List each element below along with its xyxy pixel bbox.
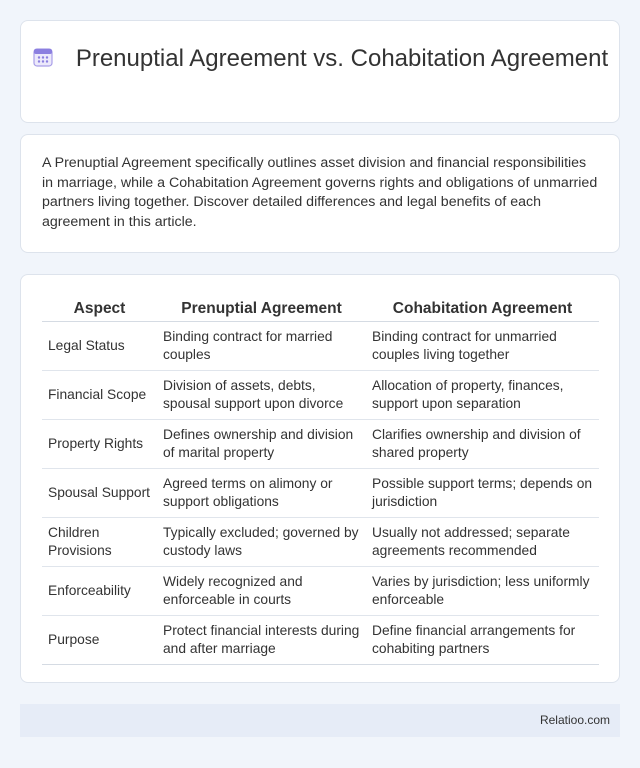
cohabitation-cell: Allocation of property, finances, support upon separation [366, 370, 599, 419]
table-row [42, 321, 599, 370]
table-row [42, 419, 599, 468]
footer-bar [20, 704, 620, 737]
intro-paragraph: A Prenuptial Agreement specifically outlines asset division and financial responsibilities in marriage, while a Cohabitation Agreement governs rights and obligations of unmarried partners living together. Discover detailed differences and legal benefits of each agreement in this article. [42, 155, 598, 230]
cohabitation-cell: Clarifies ownership and division of shared property [366, 419, 599, 468]
title-card [20, 20, 620, 123]
cohabitation-cell: Binding contract for unmarried couples living together [366, 321, 599, 370]
cohabitation-cell: Varies by jurisdiction; less uniformly enforceable [366, 566, 599, 615]
cohabitation-cell: Possible support terms; depends on jurisdiction [366, 468, 599, 517]
comparison-card [20, 274, 620, 683]
column-header-cohabitation: Cohabitation Agreement [366, 296, 599, 321]
prenuptial-cell: Protect financial interests during and after marriage [157, 615, 366, 664]
intro-card [20, 134, 620, 253]
prenuptial-cell: Widely recognized and enforceable in courts [157, 566, 366, 615]
cohabitation-cell: Usually not addressed; separate agreements recommended [366, 517, 599, 566]
aspect-cell: Purpose [42, 615, 157, 664]
table-row [42, 566, 599, 615]
aspect-cell: Children Provisions [42, 517, 157, 566]
aspect-cell: Enforceability [42, 566, 157, 615]
table-header-row [42, 296, 599, 321]
table-row [42, 615, 599, 664]
calendar-icon [32, 46, 54, 68]
column-header-aspect: Aspect [42, 296, 157, 321]
prenuptial-cell: Agreed terms on alimony or support obligations [157, 468, 366, 517]
aspect-cell: Financial Scope [42, 370, 157, 419]
prenuptial-cell: Typically excluded; governed by custody laws [157, 517, 366, 566]
prenuptial-cell: Binding contract for married couples [157, 321, 366, 370]
aspect-cell: Legal Status [42, 321, 157, 370]
footer-site-link[interactable]: Relatioo.com [539, 713, 610, 727]
table-row [42, 468, 599, 517]
table-row [42, 517, 599, 566]
comparison-table [42, 296, 599, 665]
aspect-cell: Property Rights [42, 419, 157, 468]
column-header-prenuptial: Prenuptial Agreement [157, 296, 366, 321]
prenuptial-cell: Defines ownership and division of marital property [157, 419, 366, 468]
prenuptial-cell: Division of assets, debts, spousal support upon divorce [157, 370, 366, 419]
page-title: Prenuptial Agreement vs. Cohabitation Agreement [75, 45, 609, 72]
aspect-cell: Spousal Support [42, 468, 157, 517]
table-row [42, 370, 599, 419]
page-title-block [21, 44, 619, 74]
cohabitation-cell: Define financial arrangements for cohabiting partners [366, 615, 599, 664]
